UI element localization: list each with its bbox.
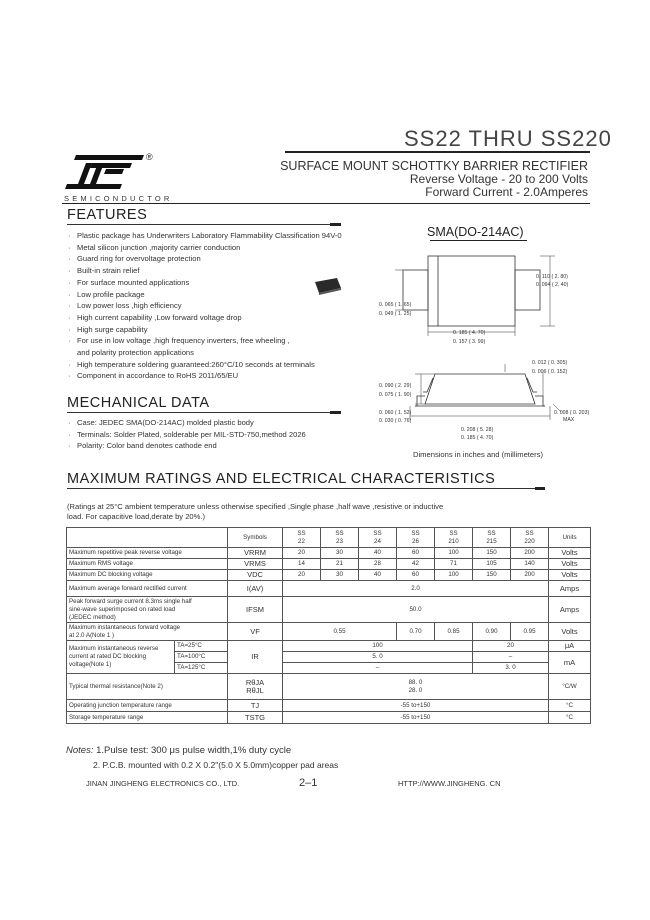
table-cell: 20 xyxy=(473,641,549,652)
feature-item: · Built-in strain relief xyxy=(67,265,342,277)
table-cell: 60 xyxy=(397,548,435,559)
table-row xyxy=(67,581,591,597)
table-cell: Operating junction temperature range xyxy=(67,700,228,712)
table-cell: 50.0 xyxy=(283,597,549,623)
table-cell: Maximum RMS voltage xyxy=(67,559,228,570)
device-header: SS 22 xyxy=(283,528,321,548)
device-header: SS 220 xyxy=(511,528,549,548)
mechanical-list xyxy=(67,417,306,452)
dim-height-max: 0. 090 ( 2. 29) xyxy=(379,383,412,389)
feature-item: · For use in low voltage ,high frequency inverters, free wheeling , xyxy=(67,335,342,347)
table-cell: mA xyxy=(549,652,591,674)
company-logo xyxy=(62,155,144,194)
table-cell: TA=100°C xyxy=(175,652,228,663)
table-cell: – xyxy=(473,652,549,663)
table-cell: 0.55 xyxy=(283,623,397,641)
mechanical-heading: MECHANICAL DATA xyxy=(67,395,210,411)
table-cell: 200 xyxy=(511,570,549,581)
ratings-table xyxy=(66,527,591,724)
device-header: SS 23 xyxy=(321,528,359,548)
table-cell: 2.0 xyxy=(283,581,549,597)
table-cell: TSTG xyxy=(228,712,283,724)
table-cell: Amps xyxy=(549,597,591,623)
table-cell: Amps xyxy=(549,581,591,597)
table-row xyxy=(67,597,591,623)
table-row xyxy=(67,623,591,641)
table-cell: – xyxy=(283,663,473,674)
table-row xyxy=(67,548,591,559)
footer-url[interactable]: HTTP://WWW.JINGHENG. CN xyxy=(398,779,501,788)
table-cell: Volts xyxy=(549,570,591,581)
dim-width-min: 0. 094 ( 2. 40) xyxy=(536,282,569,288)
units-header: Units xyxy=(549,528,591,548)
table-cell: 105 xyxy=(473,559,511,570)
dim-overall-max: 0. 208 ( 5. 28) xyxy=(461,427,494,433)
header-rule xyxy=(285,151,590,153)
table-row xyxy=(67,712,591,724)
features-rule-end xyxy=(330,223,341,226)
table-cell: 14 xyxy=(283,559,321,570)
table-cell: VDC xyxy=(228,570,283,581)
note-2: 2. P.C.B. mounted with 0.2 X 0.2"(5.0 X 5.0mm)copper pad areas xyxy=(93,760,339,770)
feature-item: · Guard ring for overvoltage protection xyxy=(67,253,342,265)
ifsm-label: Peak forward surge current 8.3ms single half sine-wave superimposed on rated load (JEDEC method) xyxy=(67,597,228,623)
ratings-conditions xyxy=(67,502,547,522)
table-cell: TJ xyxy=(228,700,283,712)
table-cell: TA=25°C xyxy=(175,641,228,652)
symbols-header: Symbols xyxy=(228,528,283,548)
mechanical-item: · Case: JEDEC SMA(DO-214AC) molded plastic body xyxy=(67,417,306,429)
table-header-row xyxy=(67,528,591,548)
table-cell: 40 xyxy=(359,570,397,581)
features-rule xyxy=(67,224,330,225)
table-cell: VRRM xyxy=(228,548,283,559)
dim-height-min: 0. 075 ( 1. 90) xyxy=(379,392,412,398)
table-row xyxy=(67,641,591,652)
ir-label: Maximum instantaneous reverse current at rated DC blocking voltage(Note 1) xyxy=(67,641,175,674)
table-cell: °C xyxy=(549,700,591,712)
dim-lead-thick-min: 0. 006 ( 0. 152) xyxy=(532,369,568,375)
dim-foot-min: 0. 030 ( 0. 76) xyxy=(379,418,412,424)
dim-lead-thick-max: 0. 012 ( 0. 305) xyxy=(532,360,568,366)
table-cell: 140 xyxy=(511,559,549,570)
feature-item: · Component in accordance to RoHS 2011/65/EU xyxy=(67,370,342,382)
table-cell: 100 xyxy=(435,548,473,559)
feature-item-continued: and polarity protection applications xyxy=(77,348,194,358)
brand-subtitle: SEMICONDUCTOR xyxy=(64,194,173,203)
ratings-rule-end xyxy=(535,487,545,490)
header-divider xyxy=(62,203,590,204)
table-cell: 3. 0 xyxy=(473,663,549,674)
device-header: SS 26 xyxy=(397,528,435,548)
table-cell: Maximum average forward rectified current xyxy=(67,581,228,597)
table-cell: 20 xyxy=(283,570,321,581)
table-cell: 30 xyxy=(321,548,359,559)
table-cell: -55 to+150 xyxy=(283,700,549,712)
table-cell: 40 xyxy=(359,548,397,559)
table-cell: Storage temperature range xyxy=(67,712,228,724)
feature-item: · Low profile package xyxy=(67,289,342,301)
table-cell: VF xyxy=(228,623,283,641)
table-cell: Volts xyxy=(549,559,591,570)
ratings-heading: MAXIMUM RATINGS AND ELECTRICAL CHARACTERISTICS xyxy=(67,471,496,487)
table-cell: 200 xyxy=(511,548,549,559)
dim-standoff-max: MAX xyxy=(563,417,575,423)
table-row xyxy=(67,700,591,712)
table-cell: Volts xyxy=(549,623,591,641)
table-cell: 100 xyxy=(435,570,473,581)
feature-item: · High current capability ,Low forward voltage drop xyxy=(67,312,342,324)
table-cell: 21 xyxy=(321,559,359,570)
feature-item: · High surge capability xyxy=(67,324,342,336)
notes-label: Notes: xyxy=(66,745,94,756)
table-cell: Volts xyxy=(549,548,591,559)
ratings-conditions-line: (Ratings at 25°C ambient temperature unless otherwise specified ,Single phase ,half wave ,resistive or inductive xyxy=(67,502,444,511)
table-cell: 100 xyxy=(283,641,473,652)
dim-lead-min: 0. 049 ( 1. 25) xyxy=(379,311,412,317)
dim-overall-min: 0. 185 ( 4. 70) xyxy=(461,435,494,441)
table-cell: Maximum repetitive peak reverse voltage xyxy=(67,548,228,559)
table-cell: 28 xyxy=(359,559,397,570)
table-cell: °C/W xyxy=(549,674,591,700)
footer-company: JINAN JINGHENG ELECTRONICS CO., LTD. xyxy=(86,779,240,788)
table-cell: I(AV) xyxy=(228,581,283,597)
device-header: SS 210 xyxy=(435,528,473,548)
table-cell: 0.70 xyxy=(397,623,435,641)
ratings-conditions-line: load. For capacitive load,derate by 20%.) xyxy=(67,512,206,521)
table-cell: 150 xyxy=(473,570,511,581)
dim-foot-max: 0. 060 ( 1. 52) xyxy=(379,410,412,416)
feature-item: · Low power loss ,high efficiency xyxy=(67,300,342,312)
page-number: 2–1 xyxy=(299,777,318,789)
component-photo xyxy=(313,276,343,301)
dim-width-max: 0. 110 ( 2. 80) xyxy=(536,274,568,280)
note-1: 1.Pulse test: 300 μs pulse width,1% duty cycle xyxy=(96,745,292,756)
device-header: SS 24 xyxy=(359,528,397,548)
table-cell: 150 xyxy=(473,548,511,559)
feature-item: · Plastic package has Underwriters Laboratory Flammability Classification 94V-0 xyxy=(67,230,342,242)
ratings-rule xyxy=(67,488,535,489)
mechanical-rule-end xyxy=(330,411,341,414)
mechanical-item: · Polarity: Color band denotes cathode end xyxy=(67,440,306,452)
table-cell: °C xyxy=(549,712,591,724)
package-dimension-drawing xyxy=(375,244,590,444)
mechanical-item: · Terminals: Solder Plated, solderable per MIL-STD-750,method 2026 xyxy=(67,429,306,441)
notes xyxy=(66,744,338,772)
table-cell: 5. 0 xyxy=(283,652,473,663)
table-cell: 30 xyxy=(321,570,359,581)
table-cell: TA=125°C xyxy=(175,663,228,674)
table-cell: -55 to+150 xyxy=(283,712,549,724)
features-heading: FEATURES xyxy=(67,207,148,223)
rth-values: 88. 0 28. 0 xyxy=(283,674,549,700)
part-range-title: SS22 THRU SS220 xyxy=(404,126,612,151)
table-cell: μA xyxy=(549,641,591,652)
mechanical-rule xyxy=(67,412,330,413)
table-cell: IFSM xyxy=(228,597,283,623)
feature-item: · Metal silicon junction ,majority carrier conduction xyxy=(67,242,342,254)
table-cell: 71 xyxy=(435,559,473,570)
header-blank xyxy=(67,528,228,548)
registered-mark: ® xyxy=(146,152,153,162)
package-rule xyxy=(430,240,527,241)
dimensions-note: Dimensions in inches and (millimeters) xyxy=(413,450,543,459)
dim-lead-max: 0. 065 ( 1. 65) xyxy=(379,302,412,308)
table-cell: 0.85 xyxy=(435,623,473,641)
feature-item: · High temperature soldering guaranteed:260°C/10 seconds at terminals xyxy=(67,359,342,371)
rth-symbols: RθJA RθJL xyxy=(228,674,283,700)
features-list xyxy=(67,230,342,382)
forward-current: Forward Current - 2.0Amperes xyxy=(425,185,588,199)
dim-standoff: 0. 008 ( 0. 203) xyxy=(554,410,590,416)
vf-label: Maximum instantaneous forward voltage at 2.0 A(Note 1 ) xyxy=(67,623,228,641)
table-cell: 20 xyxy=(283,548,321,559)
dim-body-max: 0. 185 ( 4. 70) xyxy=(453,330,486,336)
table-row xyxy=(67,674,591,700)
table-row xyxy=(67,570,591,581)
reverse-voltage: Reverse Voltage - 20 to 200 Volts xyxy=(409,172,588,186)
package-name: SMA(DO-214AC) xyxy=(427,225,524,239)
feature-item: · For surface mounted applications xyxy=(67,277,342,289)
table-cell: IR xyxy=(228,641,283,674)
dim-body-min: 0. 157 ( 3. 99) xyxy=(453,339,486,345)
table-cell: Typical thermal resistance(Note 2) xyxy=(67,674,228,700)
table-cell: VRMS xyxy=(228,559,283,570)
table-cell: 0.90 xyxy=(473,623,511,641)
table-cell: 60 xyxy=(397,570,435,581)
device-header: SS 215 xyxy=(473,528,511,548)
table-cell: 0.95 xyxy=(511,623,549,641)
table-cell: Maximum DC blocking voltage xyxy=(67,570,228,581)
table-row xyxy=(67,559,591,570)
table-cell: 42 xyxy=(397,559,435,570)
product-title: SURFACE MOUNT SCHOTTKY BARRIER RECTIFIER xyxy=(280,159,588,173)
